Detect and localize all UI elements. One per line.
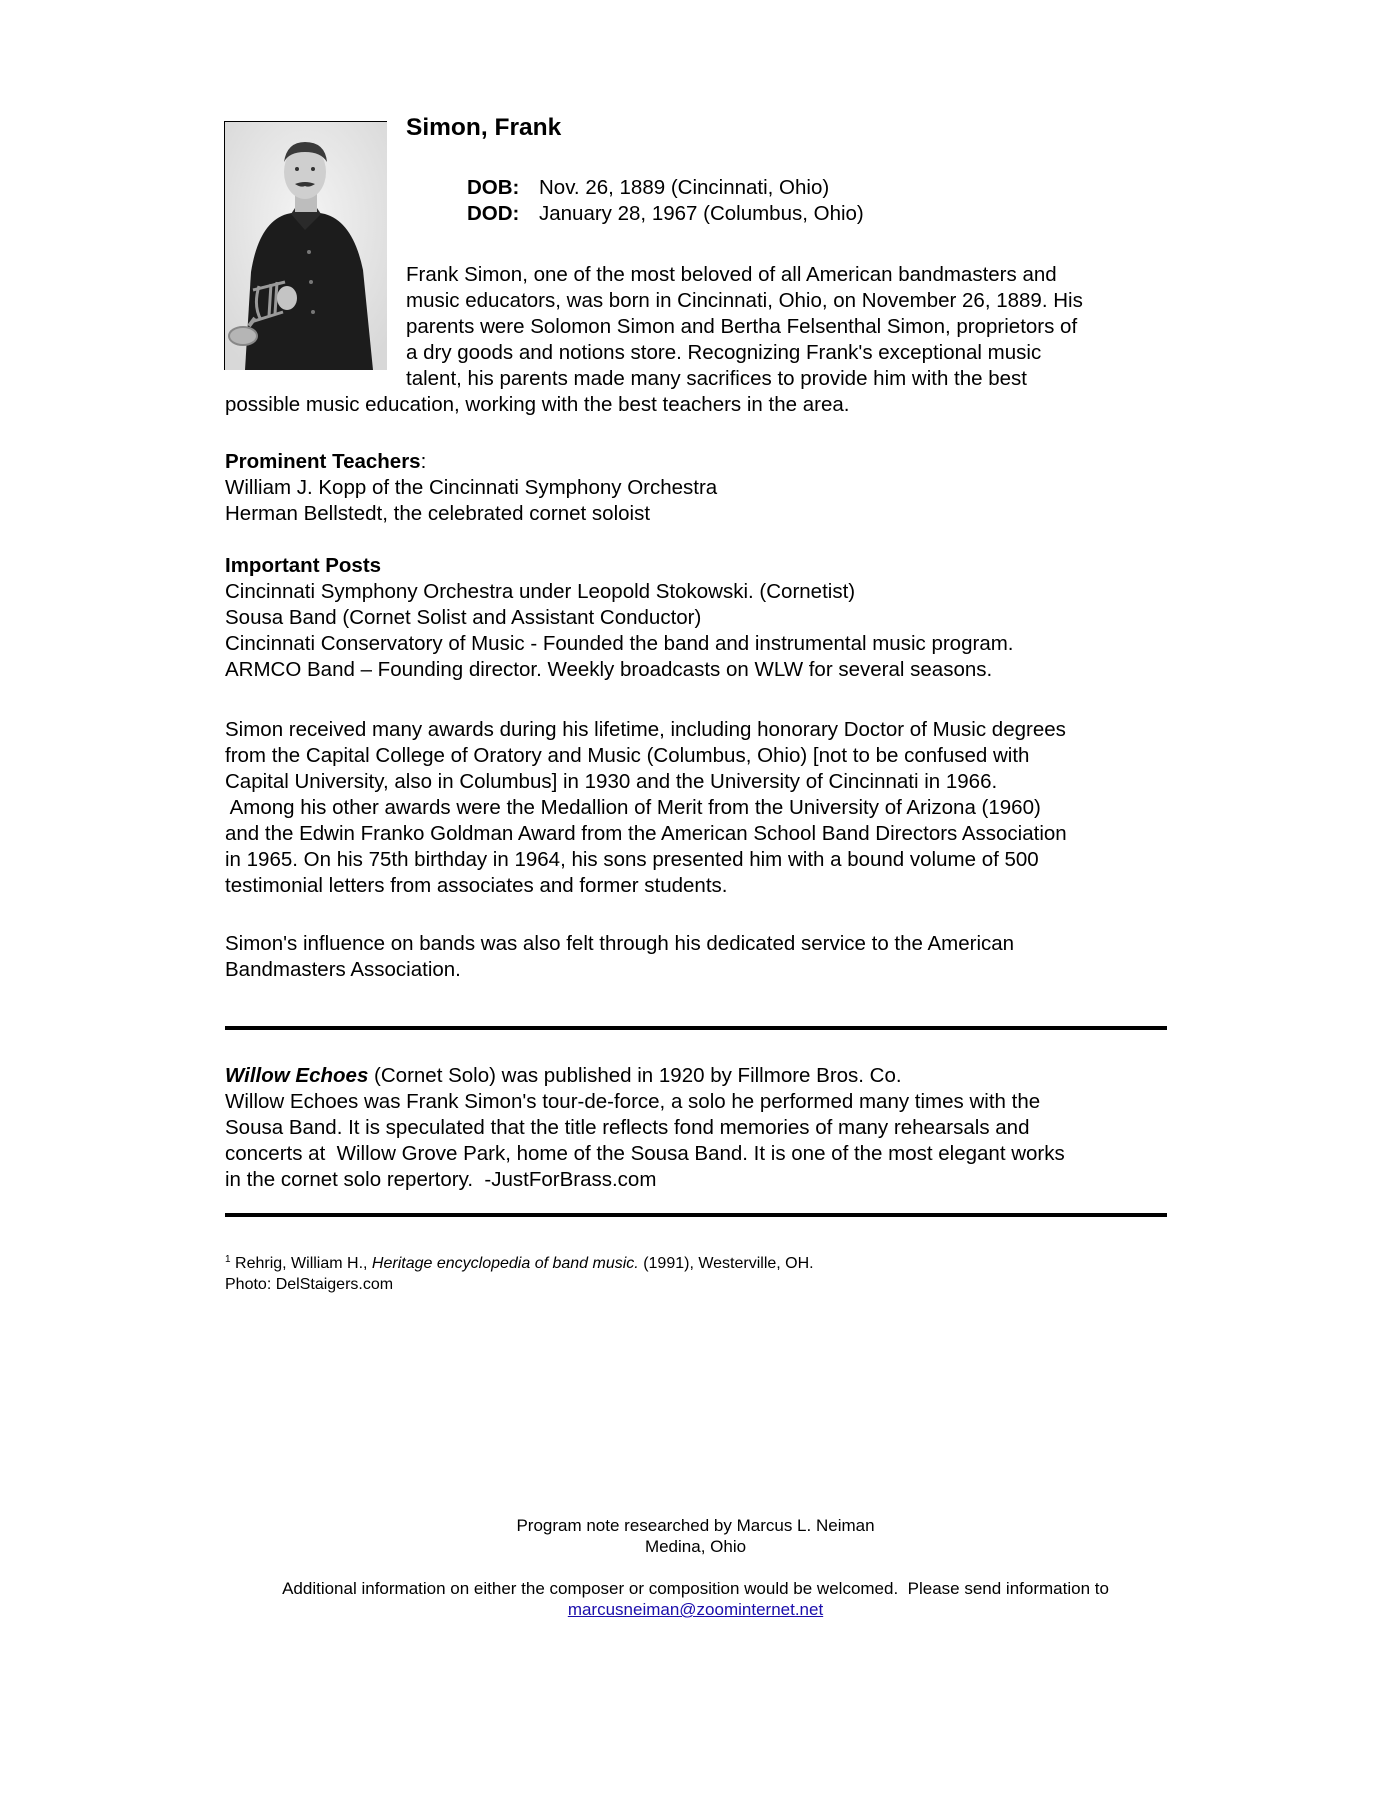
influence-paragraph <box>225 931 1014 983</box>
footnote-mark: 1 <box>225 1254 231 1265</box>
teachers-heading-row <box>225 449 717 475</box>
work-line: concerts at Willow Grove Park, home of the Sousa Band. It is one of the most elegant works <box>225 1142 1065 1165</box>
work-line: in the cornet solo repertory. -JustForBrass.com <box>225 1168 657 1191</box>
awards-line: and the Edwin Franko Goldman Award from the American School Band Directors Association <box>225 822 1067 845</box>
teachers-colon: : <box>420 450 427 473</box>
bio-line: Frank Simon, one of the most beloved of all American bandmasters and <box>406 263 1057 286</box>
email-link[interactable]: marcusneiman@zoominternet.net <box>567 1600 824 1619</box>
awards-line: testimonial letters from associates and former students. <box>225 874 728 897</box>
work-title-rest: (Cornet Solo) was published in 1920 by Fillmore Bros. Co. <box>368 1064 902 1087</box>
work-line: Sousa Band. It is speculated that the title reflects fond memories of many rehearsals and <box>225 1116 1030 1139</box>
bio-line: possible music education, working with the best teachers in the area. <box>225 393 850 416</box>
bio-line: a dry goods and notions store. Recognizing Frank's exceptional music <box>406 341 1042 364</box>
awards-line: Among his other awards were the Medallion of Merit from the University of Arizona (1960) <box>225 796 1041 819</box>
post-item: Cincinnati Conservatory of Music - Founded the band and instrumental music program. <box>225 632 1014 655</box>
portrait-photo <box>224 121 387 370</box>
contact-request: Additional information on either the composer or composition would be welcomed. Please send information to <box>282 1579 1109 1598</box>
awards-line: from the Capital College of Oratory and Music (Columbus, Ohio) [not to be confused with <box>225 744 1030 767</box>
footnote-source: Heritage encyclopedia of band music. <box>371 1255 639 1272</box>
dod-row <box>467 201 864 227</box>
dob-value: Nov. 26, 1889 (Cincinnati, Ohio) <box>539 176 830 199</box>
dob-row <box>467 175 864 201</box>
work-heading-row <box>225 1063 1065 1089</box>
teacher-item: William J. Kopp of the Cincinnati Symphony Orchestra <box>225 476 718 499</box>
researcher-location: Medina, Ohio <box>644 1537 747 1556</box>
posts-heading: Important Posts <box>225 554 382 577</box>
teachers-section <box>225 449 717 527</box>
post-item: Cincinnati Symphony Orchestra under Leopold Stokowski. (Cornetist) <box>225 580 856 603</box>
photo-credit: Photo: DelStaigers.com <box>225 1276 394 1293</box>
post-item: Sousa Band (Cornet Solist and Assistant Conductor) <box>225 606 702 629</box>
work-line: Willow Echoes was Frank Simon's tour-de-force, a solo he performed many times with the <box>225 1090 1041 1113</box>
section-divider <box>225 1213 1167 1217</box>
posts-section <box>225 553 1014 683</box>
credits-block <box>0 1515 1391 1557</box>
awards-paragraph <box>225 717 1067 899</box>
footnote-rest: (1991), Westerville, OH. <box>638 1255 814 1272</box>
portrait-image <box>225 122 387 370</box>
bio-line: parents were Solomon Simon and Bertha Felsenthal Simon, proprietors of <box>406 315 1078 338</box>
teachers-heading: Prominent Teachers <box>225 450 421 473</box>
influence-line: Bandmasters Association. <box>225 958 461 981</box>
dod-value: January 28, 1967 (Columbus, Ohio) <box>539 202 864 225</box>
influence-line: Simon's influence on bands was also felt through his dedicated service to the American <box>225 932 1015 955</box>
footnote-author: Rehrig, William H., <box>230 1255 372 1272</box>
awards-line: in 1965. On his 75th birthday in 1964, his sons presented him with a bound volume of 500 <box>225 848 1039 871</box>
bio-line: music educators, was born in Cincinnati, Ohio, on November 26, 1889. His <box>406 289 1083 312</box>
bio-paragraph-wrapped <box>406 262 1083 392</box>
footnote <box>225 1249 814 1295</box>
bio-line: talent, his parents made many sacrifices to provide him with the best <box>406 367 1027 390</box>
contact-block <box>0 1578 1391 1620</box>
footnote-citation <box>225 1249 814 1274</box>
composer-name: Simon, Frank <box>406 114 562 141</box>
researched-by: Program note researched by Marcus L. Neiman <box>516 1516 875 1535</box>
post-item: ARMCO Band – Founding director. Weekly broadcasts on WLW for several seasons. <box>225 658 993 681</box>
life-dates <box>467 175 864 227</box>
awards-line: Simon received many awards during his lifetime, including honorary Doctor of Music degrees <box>225 718 1066 741</box>
work-title: Willow Echoes <box>225 1064 369 1087</box>
awards-line: Capital University, also in Columbus] in 1930 and the University of Cincinnati in 1966. <box>225 770 998 793</box>
work-section <box>225 1063 1065 1193</box>
section-divider <box>225 1026 1167 1030</box>
dob-label: DOB: <box>467 176 520 199</box>
teacher-item: Herman Bellstedt, the celebrated cornet soloist <box>225 502 651 525</box>
dod-label: DOD: <box>467 202 520 225</box>
